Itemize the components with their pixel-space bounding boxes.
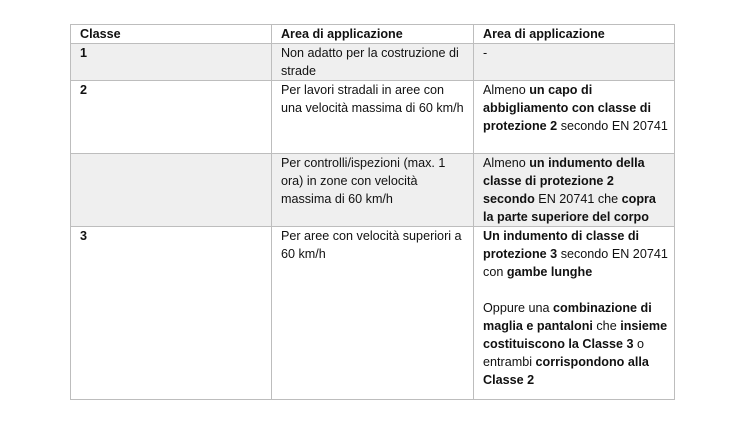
table-row xyxy=(71,81,675,154)
text-segment: un capo di abbigliamento con classe di protezione 2 xyxy=(483,83,651,133)
text-segment: copra la parte superiore del corpo xyxy=(483,192,656,224)
header-area: Area di applicazione xyxy=(271,25,473,44)
text-segment: che xyxy=(592,319,621,333)
text-segment: - xyxy=(483,46,488,60)
text-segment: Almeno xyxy=(483,83,530,97)
classe-cell xyxy=(71,154,272,227)
text-segment: secondo EN 20741 con xyxy=(483,247,668,279)
header-classe: Classe xyxy=(71,25,272,44)
text-segment: Almeno xyxy=(483,156,530,170)
area-cell: Per aree con velocità superiori a 60 km/h xyxy=(271,227,473,400)
classe-cell: 3 xyxy=(71,227,272,400)
requisito-cell xyxy=(474,154,675,227)
classe-cell: 2 xyxy=(71,81,272,154)
text-segment: Oppure una xyxy=(483,301,554,315)
requisito-paragraph-2 xyxy=(483,301,667,387)
table-row xyxy=(71,44,675,81)
text-segment: combinazione di maglia e pantaloni xyxy=(483,301,652,333)
table-header-row xyxy=(71,25,675,44)
requisito-paragraph xyxy=(483,229,668,279)
text-segment: corrispondono alla Classe 2 xyxy=(483,355,649,387)
table-row xyxy=(71,227,675,400)
text-segment: o entrambi xyxy=(483,337,645,369)
text-segment: Un indumento di classe di protezione 3 xyxy=(483,229,640,261)
text-segment: gambe lunghe xyxy=(506,265,593,279)
table-row xyxy=(71,154,675,227)
text-segment: insieme costituiscono la Classe 3 xyxy=(483,319,668,351)
classification-table xyxy=(70,24,675,400)
requisito-cell xyxy=(474,81,675,154)
text-segment: secondo EN 20741 xyxy=(557,119,668,133)
text-segment: un indumento della classe di protezione 2 secondo xyxy=(483,156,645,206)
area-cell: Per controlli/ispezioni (max. 1 ora) in zone con velocità massima di 60 km/h xyxy=(271,154,473,227)
paragraph-gap xyxy=(483,281,668,299)
text-segment: EN 20741 che xyxy=(534,192,622,206)
requisito-cell xyxy=(474,227,675,400)
requisito-cell xyxy=(474,44,675,81)
classe-cell: 1 xyxy=(71,44,272,81)
area-cell: Per lavori stradali in aree con una velocità massima di 60 km/h xyxy=(271,81,473,154)
area-cell: Non adatto per la costruzione di strade xyxy=(271,44,473,81)
header-area-2: Area di applicazione xyxy=(474,25,675,44)
